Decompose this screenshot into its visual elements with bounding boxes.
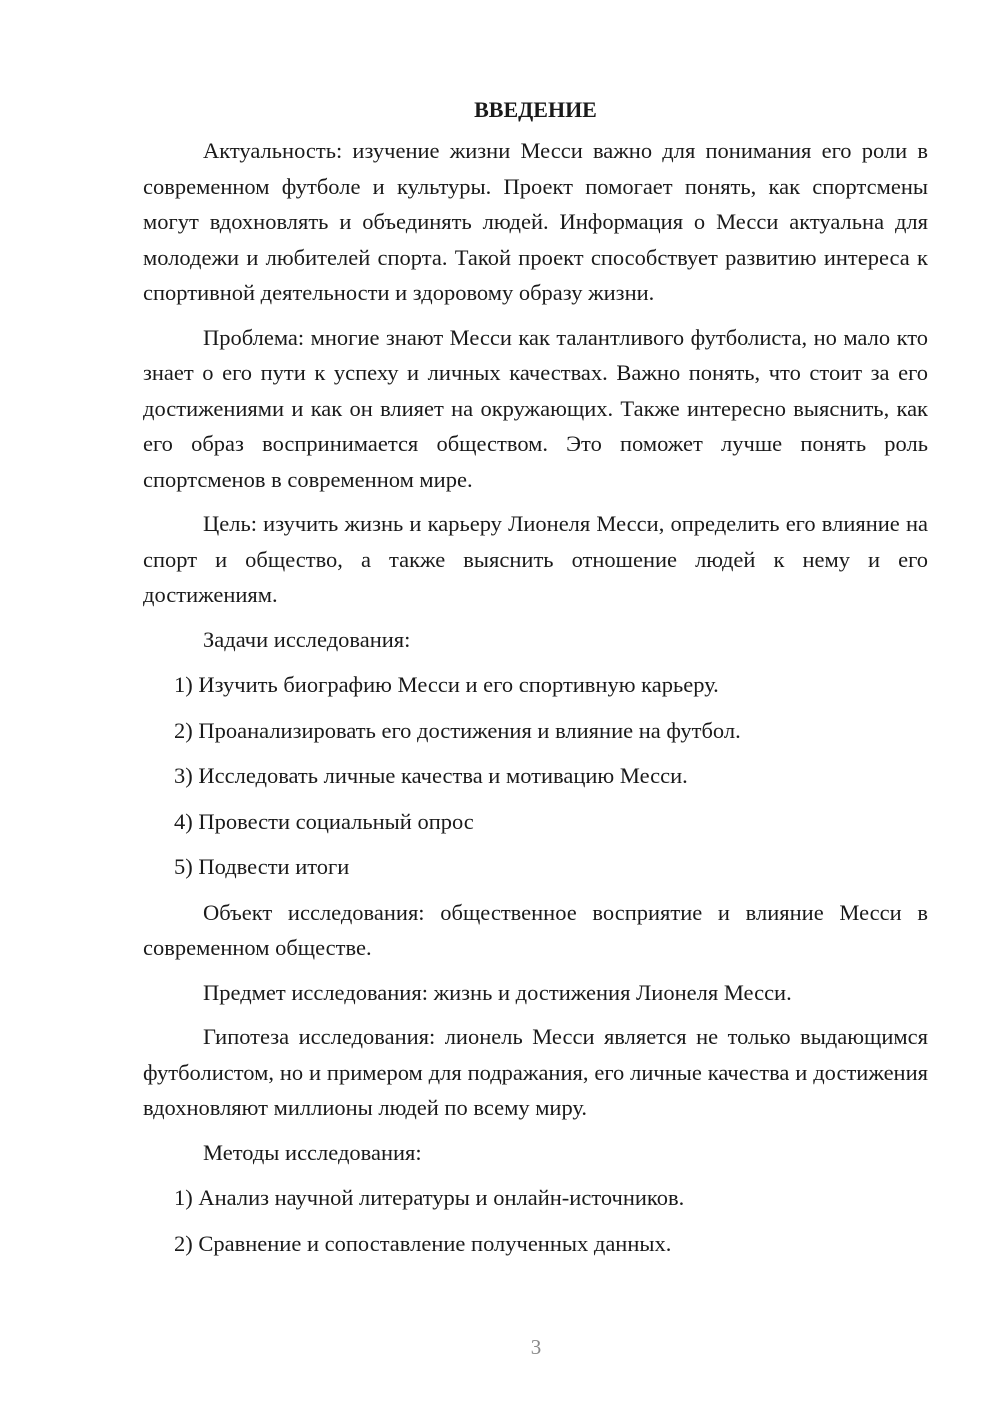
tasks-heading: Задачи исследования:	[203, 626, 411, 652]
problem-paragraph: Проблема: многие знают Месси как талантливого футболиста, но мало кто знает о его пути к успеху и личных качествах. Важно понять, что стоит за его достижениями и как он влияет на окружающих. Также интересно выяснить, как его образ воспринимается обществом. Это поможет лучше понять роль спортсменов в современном мире.	[143, 324, 928, 492]
tasks-list	[143, 667, 928, 885]
subject-paragraph: Предмет исследования: жизнь и достижения Лионеля Месси.	[203, 979, 792, 1005]
goal-paragraph: Цель: изучить жизнь и карьеру Лионеля Месси, определить его влияние на спорт и общество, а также выяснить отношение людей к нему и его достижениям.	[143, 511, 928, 607]
list-item: 4) Провести социальный опрос	[174, 808, 474, 834]
list-item: 1) Изучить биографию Месси и его спортивную карьеру.	[174, 672, 719, 697]
methods-list	[143, 1180, 928, 1261]
list-item: 2) Проанализировать его достижения и влияние на футбол.	[174, 717, 741, 743]
relevance-paragraph: Актуальность: изучение жизни Месси важно для понимания его роли в современном футболе и культуры. Проект помогает понять, как спортсмены могут вдохновлять и объединять людей. Информация о Месси актуальна для молодежи и любителей спорта. Такой проект способствует развитию интереса к спортивной деятельности и здоровому образу жизни.	[143, 138, 928, 305]
page-title: ВВЕДЕНИЕ	[474, 97, 597, 122]
list-item: 5) Подвести итоги	[174, 854, 350, 879]
page-number: 3	[530, 1335, 542, 1359]
list-item: 3) Исследовать личные качества и мотивацию Месси.	[174, 763, 688, 788]
methods-heading: Методы исследования:	[203, 1139, 422, 1165]
list-item: 2) Сравнение и сопоставление полученных данных.	[174, 1230, 672, 1256]
hypothesis-paragraph: Гипотеза исследования: лионель Месси является не только выдающимся футболистом, но и примером для подражания, его личные качества и достижения вдохновляют миллионы людей по всему миру.	[143, 1024, 928, 1120]
document-page	[143, 92, 928, 1271]
list-item: 1) Анализ научной литературы и онлайн-источников.	[174, 1185, 685, 1210]
object-paragraph: Объект исследования: общественное восприятие и влияние Месси в современном обществе.	[143, 899, 928, 960]
